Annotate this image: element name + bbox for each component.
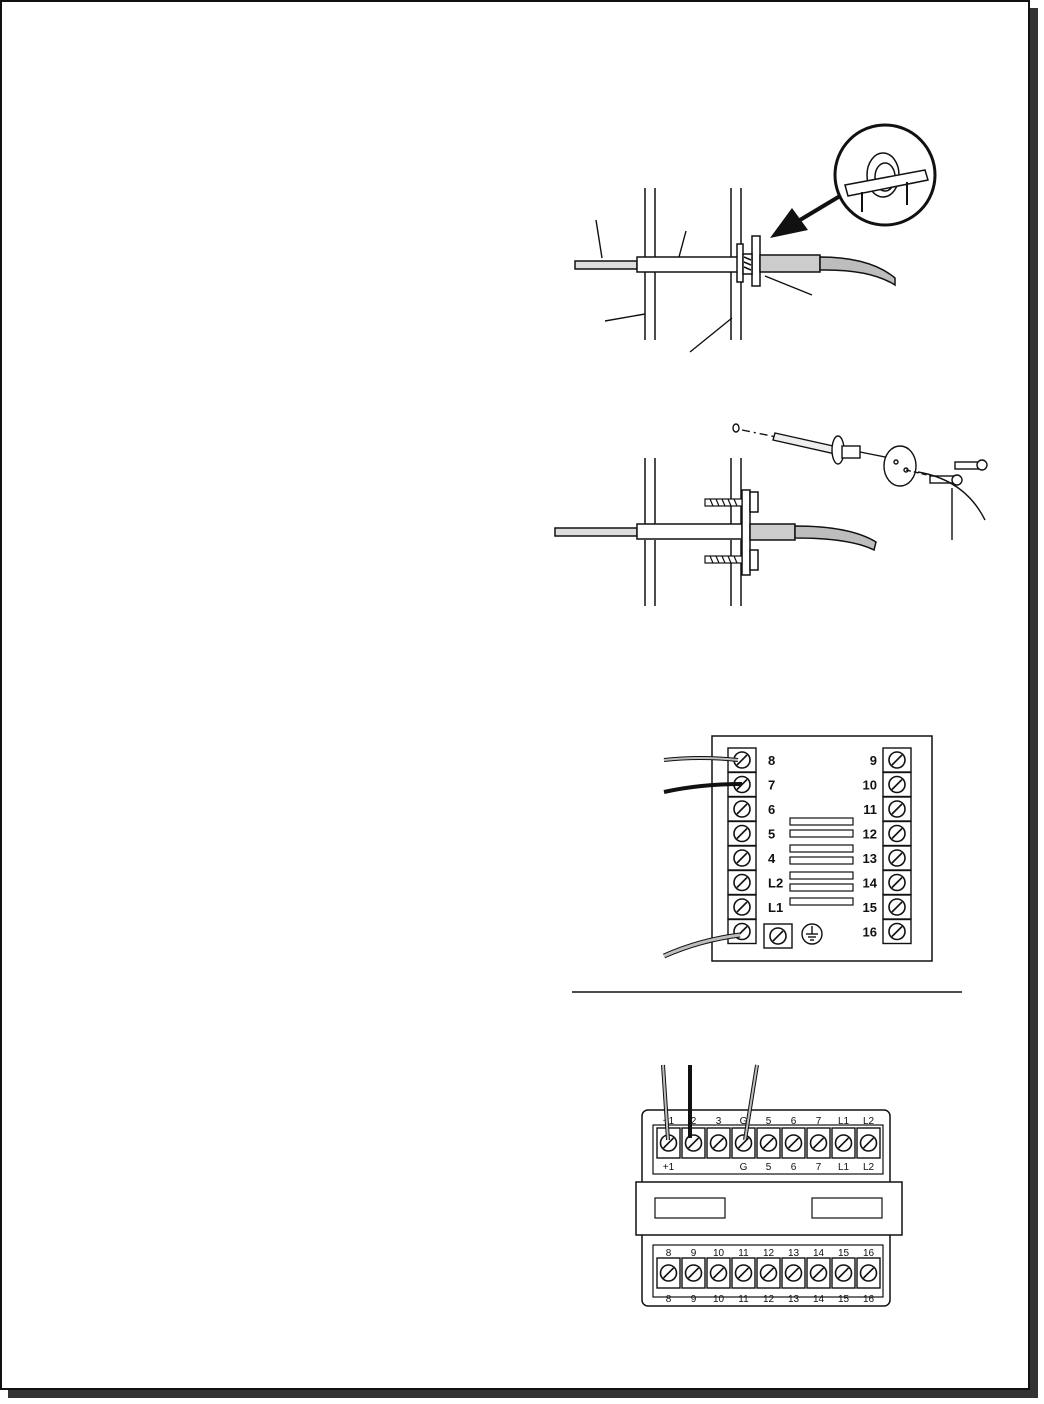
- terminal-screw-icon: [786, 1265, 802, 1281]
- terminal-block: [728, 846, 756, 870]
- terminal-label: L1: [768, 900, 784, 915]
- terminal-label: 7: [815, 1116, 822, 1127]
- terminal-block: [682, 1128, 705, 1158]
- terminal-block: [728, 895, 756, 919]
- terminal-screw-icon: [861, 1135, 877, 1151]
- terminal-label: 11: [738, 1294, 749, 1305]
- terminal-label: 2: [690, 1116, 697, 1127]
- terminal-label: 9: [690, 1294, 697, 1305]
- terminal-label: 8: [665, 1294, 672, 1305]
- terminal-label: 10: [712, 1294, 725, 1305]
- terminal-label: 5: [768, 826, 776, 842]
- terminal-screw-icon: [711, 1135, 727, 1151]
- terminal-screw-icon: [661, 1265, 677, 1281]
- terminal-screw-icon: [811, 1135, 827, 1151]
- terminal-label: L2: [862, 1162, 875, 1173]
- terminal-block: [883, 895, 911, 919]
- terminal-block: [883, 797, 911, 821]
- terminal-screw-icon: [761, 1265, 777, 1281]
- terminal-label: 6: [768, 802, 776, 817]
- terminal-label: 9: [869, 753, 877, 768]
- terminal-screw-icon: [761, 1135, 777, 1151]
- terminal-block: [832, 1128, 855, 1158]
- terminal-screw-icon: [861, 1265, 877, 1281]
- terminal-block: [707, 1128, 730, 1158]
- terminal-label: 6: [790, 1162, 797, 1173]
- terminal-label: L1: [837, 1116, 850, 1127]
- probe-rod: [575, 257, 742, 272]
- terminal-label: G: [739, 1116, 748, 1127]
- terminal-label: 14: [812, 1294, 825, 1305]
- terminal-label: 9: [690, 1248, 697, 1259]
- terminal-block: [707, 1258, 730, 1288]
- terminal-label: 16: [862, 1294, 875, 1305]
- terminal-screw-icon: [734, 875, 750, 891]
- terminal-screw-icon: [686, 1135, 702, 1151]
- terminal-label: 4: [768, 851, 776, 866]
- leader-lines: [596, 220, 812, 352]
- terminal-screw-icon: [889, 777, 905, 793]
- terminal-label: 10: [712, 1248, 725, 1259]
- terminal-label: 14: [812, 1248, 825, 1259]
- terminal-label: 5: [765, 1162, 772, 1173]
- terminal-block: [728, 871, 756, 895]
- terminal-label: 6: [790, 1116, 797, 1127]
- terminal-block: [857, 1128, 880, 1158]
- terminal-block: [883, 748, 911, 772]
- terminal-screw-icon: [889, 850, 905, 866]
- terminal-screw-icon: [811, 1265, 827, 1281]
- terminal-block: [728, 797, 756, 821]
- terminal-label: 13: [787, 1294, 800, 1305]
- terminal-label: L2: [768, 875, 784, 891]
- terminal-label: 16: [862, 924, 877, 940]
- terminal-block: [682, 1258, 705, 1288]
- terminal-label: 7: [768, 777, 776, 793]
- terminal-block: [657, 1258, 680, 1288]
- terminal-label: 7: [815, 1162, 822, 1173]
- terminal-label: 3: [715, 1116, 722, 1127]
- exploded-parts: [733, 424, 987, 540]
- terminal-label: 12: [762, 1294, 775, 1305]
- terminal-block: [883, 871, 911, 895]
- terminal-screw-icon: [734, 899, 750, 915]
- terminal-block: [807, 1128, 830, 1158]
- terminal-block: [728, 822, 756, 846]
- terminal-block: [883, 822, 911, 846]
- terminal-screw-icon: [734, 850, 750, 866]
- terminal-screw-icon: [734, 826, 750, 842]
- mounting-bracket: [737, 236, 760, 286]
- terminal-screw-icon: [889, 875, 905, 891]
- terminal-label: 12: [762, 1248, 775, 1259]
- terminal-label: 10: [862, 777, 877, 793]
- figure-terminal-board-1: [664, 736, 932, 961]
- terminal-block: [757, 1258, 780, 1288]
- terminal-label: +1: [662, 1116, 675, 1127]
- probe-sleeve: [760, 255, 895, 285]
- terminal-screw-icon: [889, 899, 905, 915]
- terminal-label: 11: [738, 1248, 749, 1259]
- terminal-label: 15: [862, 900, 877, 915]
- terminal-block: [728, 920, 756, 944]
- terminal-screw-icon: [786, 1135, 802, 1151]
- terminal-label: G: [739, 1162, 748, 1173]
- terminal-screw-icon: [770, 928, 786, 944]
- terminal-label: 8: [665, 1248, 672, 1259]
- terminal-screw-icon: [736, 1265, 752, 1281]
- terminal-label: +1: [662, 1162, 675, 1173]
- terminal-block: [807, 1258, 830, 1288]
- ground-symbol-icon: [802, 924, 822, 944]
- terminal-screw-icon: [711, 1265, 727, 1281]
- terminal-label: 5: [765, 1116, 772, 1127]
- ground-terminal-block: [764, 924, 792, 948]
- terminal-label: 15: [837, 1294, 850, 1305]
- terminal-screw-icon: [734, 801, 750, 817]
- terminal-screw-icon: [836, 1265, 852, 1281]
- terminal-screw-icon: [889, 801, 905, 817]
- clamp-detail-icon: [835, 125, 935, 225]
- terminal-label: 11: [863, 802, 877, 817]
- figure-bracket-exploded: [555, 424, 987, 606]
- terminal-label: 8: [768, 753, 776, 768]
- terminal-label: 12: [862, 826, 877, 842]
- terminal-label: 14: [862, 875, 877, 891]
- terminal-block: [782, 1128, 805, 1158]
- terminal-block: [757, 1128, 780, 1158]
- terminal-block: [732, 1258, 755, 1288]
- terminal-label: 13: [862, 851, 877, 866]
- terminal-block: [883, 920, 911, 944]
- terminal-label: L2: [862, 1116, 875, 1127]
- figure-terminal-board-2: [636, 1065, 902, 1306]
- terminal-screw-icon: [686, 1265, 702, 1281]
- terminal-block: [732, 1128, 755, 1158]
- terminal-block: [832, 1258, 855, 1288]
- terminal-label: L1: [837, 1162, 850, 1173]
- terminal-screw-icon: [836, 1135, 852, 1151]
- terminal-screw-icon: [889, 924, 905, 940]
- terminal-label: 13: [787, 1248, 800, 1259]
- figure-probe-mount: [575, 125, 935, 352]
- terminal-block: [857, 1258, 880, 1288]
- terminal-label: 16: [862, 1248, 875, 1259]
- terminal-block: [782, 1258, 805, 1288]
- pointer-arrow-icon: [770, 196, 840, 238]
- terminal-block: [883, 773, 911, 797]
- terminal-screw-icon: [889, 826, 905, 842]
- terminal-screw-icon: [889, 752, 905, 768]
- terminal-block: [883, 846, 911, 870]
- terminal-label: 15: [837, 1248, 850, 1259]
